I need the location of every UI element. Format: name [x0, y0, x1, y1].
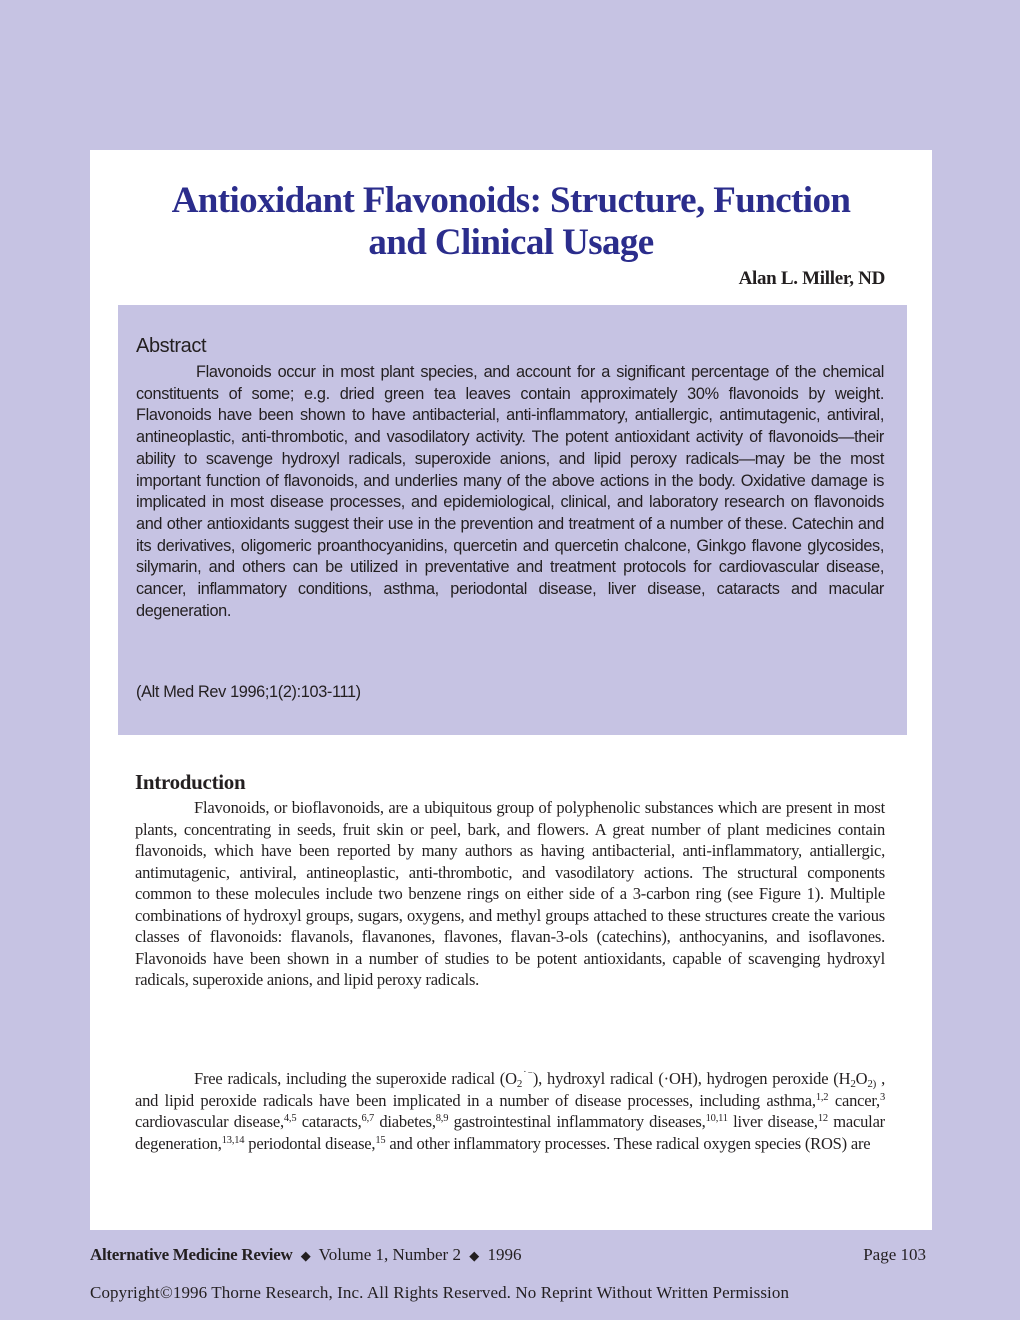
- abstract-box: [118, 305, 907, 735]
- abstract-heading: Abstract: [136, 335, 207, 357]
- para2-text: ), hydroxyl radical (·OH), hydrogen peroxide (H: [532, 1069, 851, 1088]
- subscript: 2: [516, 1078, 523, 1090]
- para2-text: gastrointestinal inflammatory diseases,: [448, 1112, 706, 1131]
- journal-year: 1996: [487, 1245, 522, 1264]
- para2-text: cataracts,: [296, 1112, 362, 1131]
- diamond-separator-icon: ◆: [300, 1248, 311, 1263]
- para2-text: macular degeneration,: [135, 1112, 885, 1153]
- abstract-text: Flavonoids occur in most plant species, and account for a significant percentage of the chemical constituents of some; e.g. dried green tea leaves contain approximately 30% flavonoids by weight. Flavonoids have been shown to have antibacterial, anti-inflammatory, antiallergic, antimutagenic, antiviral, antineoplastic, anti-thrombotic, and vasodilatory activity. The potent antioxidant activity of flavonoids—their ability to scavenge hydroxyl radicals, superoxide anions, and lipid peroxy radicals—may be the most important function of flavonoids, and underlies many of the above actions in the body. Oxidative damage is implicated in most disease processes, and epidemiological, clinical, and laboratory research on flavonoids and other antioxidants suggest their use in the prevention and treatment of a number of these. Catechin and its derivatives, oligomeric proanthocyanidins, quercetin and quercetin chalcone, Ginkgo flavone glycosides, silymarin, and others can be utilized in preventative and treatment protocols for cardiovascular disease, cancer, inflammatory conditions, asthma, periodontal disease, liver disease, cataracts and macular degeneration.: [136, 363, 884, 620]
- title-line-1: Antioxidant Flavonoids: Structure, Function: [171, 180, 851, 221]
- reference-marker[interactable]: 8,9: [435, 1113, 449, 1124]
- reference-marker[interactable]: 4,5: [283, 1113, 297, 1124]
- journal-footer: [90, 1245, 926, 1265]
- para2-text: O: [855, 1069, 868, 1088]
- diamond-separator-icon: ◆: [469, 1248, 480, 1263]
- reference-marker[interactable]: 10,11: [705, 1113, 728, 1124]
- introduction-heading: Introduction: [135, 770, 246, 794]
- journal-volume: Volume 1, Number 2: [318, 1245, 461, 1264]
- para2-text: diabetes,: [374, 1112, 436, 1131]
- subscript: 2): [867, 1078, 877, 1090]
- para2-text: and other inflammatory processes. These radical oxygen species (ROS) are: [385, 1133, 871, 1153]
- para2-text: periodontal disease,: [244, 1133, 376, 1153]
- copyright-notice: Copyright©1996 Thorne Research, Inc. All Rights Reserved. No Reprint Without Written Permission: [90, 1283, 790, 1302]
- para2-text: Free radicals, including the superoxide radical (O: [194, 1069, 517, 1088]
- reference-marker[interactable]: 3: [879, 1091, 885, 1103]
- reference-marker[interactable]: 6,7: [361, 1113, 375, 1124]
- superscript-radical: ˙⁻: [522, 1070, 533, 1081]
- author-byline: Alan L. Miller, ND: [738, 268, 885, 289]
- introduction-paragraph-1: Flavonoids, or bioflavonoids, are a ubiquitous group of polyphenolic substances which are present in most plants, concentrating in seeds, fruit skin or peel, bark, and flowers. A great number of plant medicines contain flavonoids, which have been reported by many authors as having antibacterial, anti-inflammatory, antiallergic, antimutagenic, antiviral, antineoplastic, anti-thrombotic, and vasodilatory actions. The structural components common to these molecules include two benzene rings on either side of a 3-carbon ring (see Figure 1). Multiple combinations of hydroxyl groups, sugars, oxygens, and methyl groups attached to these structures create the various classes of flavonoids: flavanols, flavanones, flavones, flavan-3-ols (catechins), anthocyanins, and isoflavones. Flavonoids have been shown in a number of studies to be potent antioxidants, capable of scavenging hydroxyl radicals, superoxide anions, and lipid peroxy radicals.: [135, 798, 885, 989]
- reference-marker[interactable]: 1,2: [815, 1091, 829, 1103]
- introduction-paragraph-2: [135, 1068, 885, 1154]
- abstract-citation: (Alt Med Rev 1996;1(2):103-111): [136, 683, 361, 701]
- journal-name: Alternative Medicine Review: [90, 1245, 293, 1264]
- reference-marker[interactable]: 15: [375, 1134, 386, 1146]
- title-line-2: and Clinical Usage: [368, 222, 654, 263]
- article-panel: [90, 150, 932, 1230]
- article-title: [90, 180, 932, 264]
- reference-marker[interactable]: 12: [817, 1113, 828, 1124]
- para2-text: , and lipid peroxide radicals have been implicated in a number of disease processes, including asthma,: [135, 1069, 886, 1110]
- reference-marker[interactable]: 13,14: [221, 1134, 245, 1146]
- para2-text: liver disease,: [727, 1112, 818, 1131]
- page-number: Page 103: [863, 1245, 926, 1264]
- para2-text: cardiovascular disease,: [135, 1112, 284, 1131]
- para2-text: cancer,: [828, 1090, 880, 1110]
- subscript: 2: [850, 1078, 856, 1090]
